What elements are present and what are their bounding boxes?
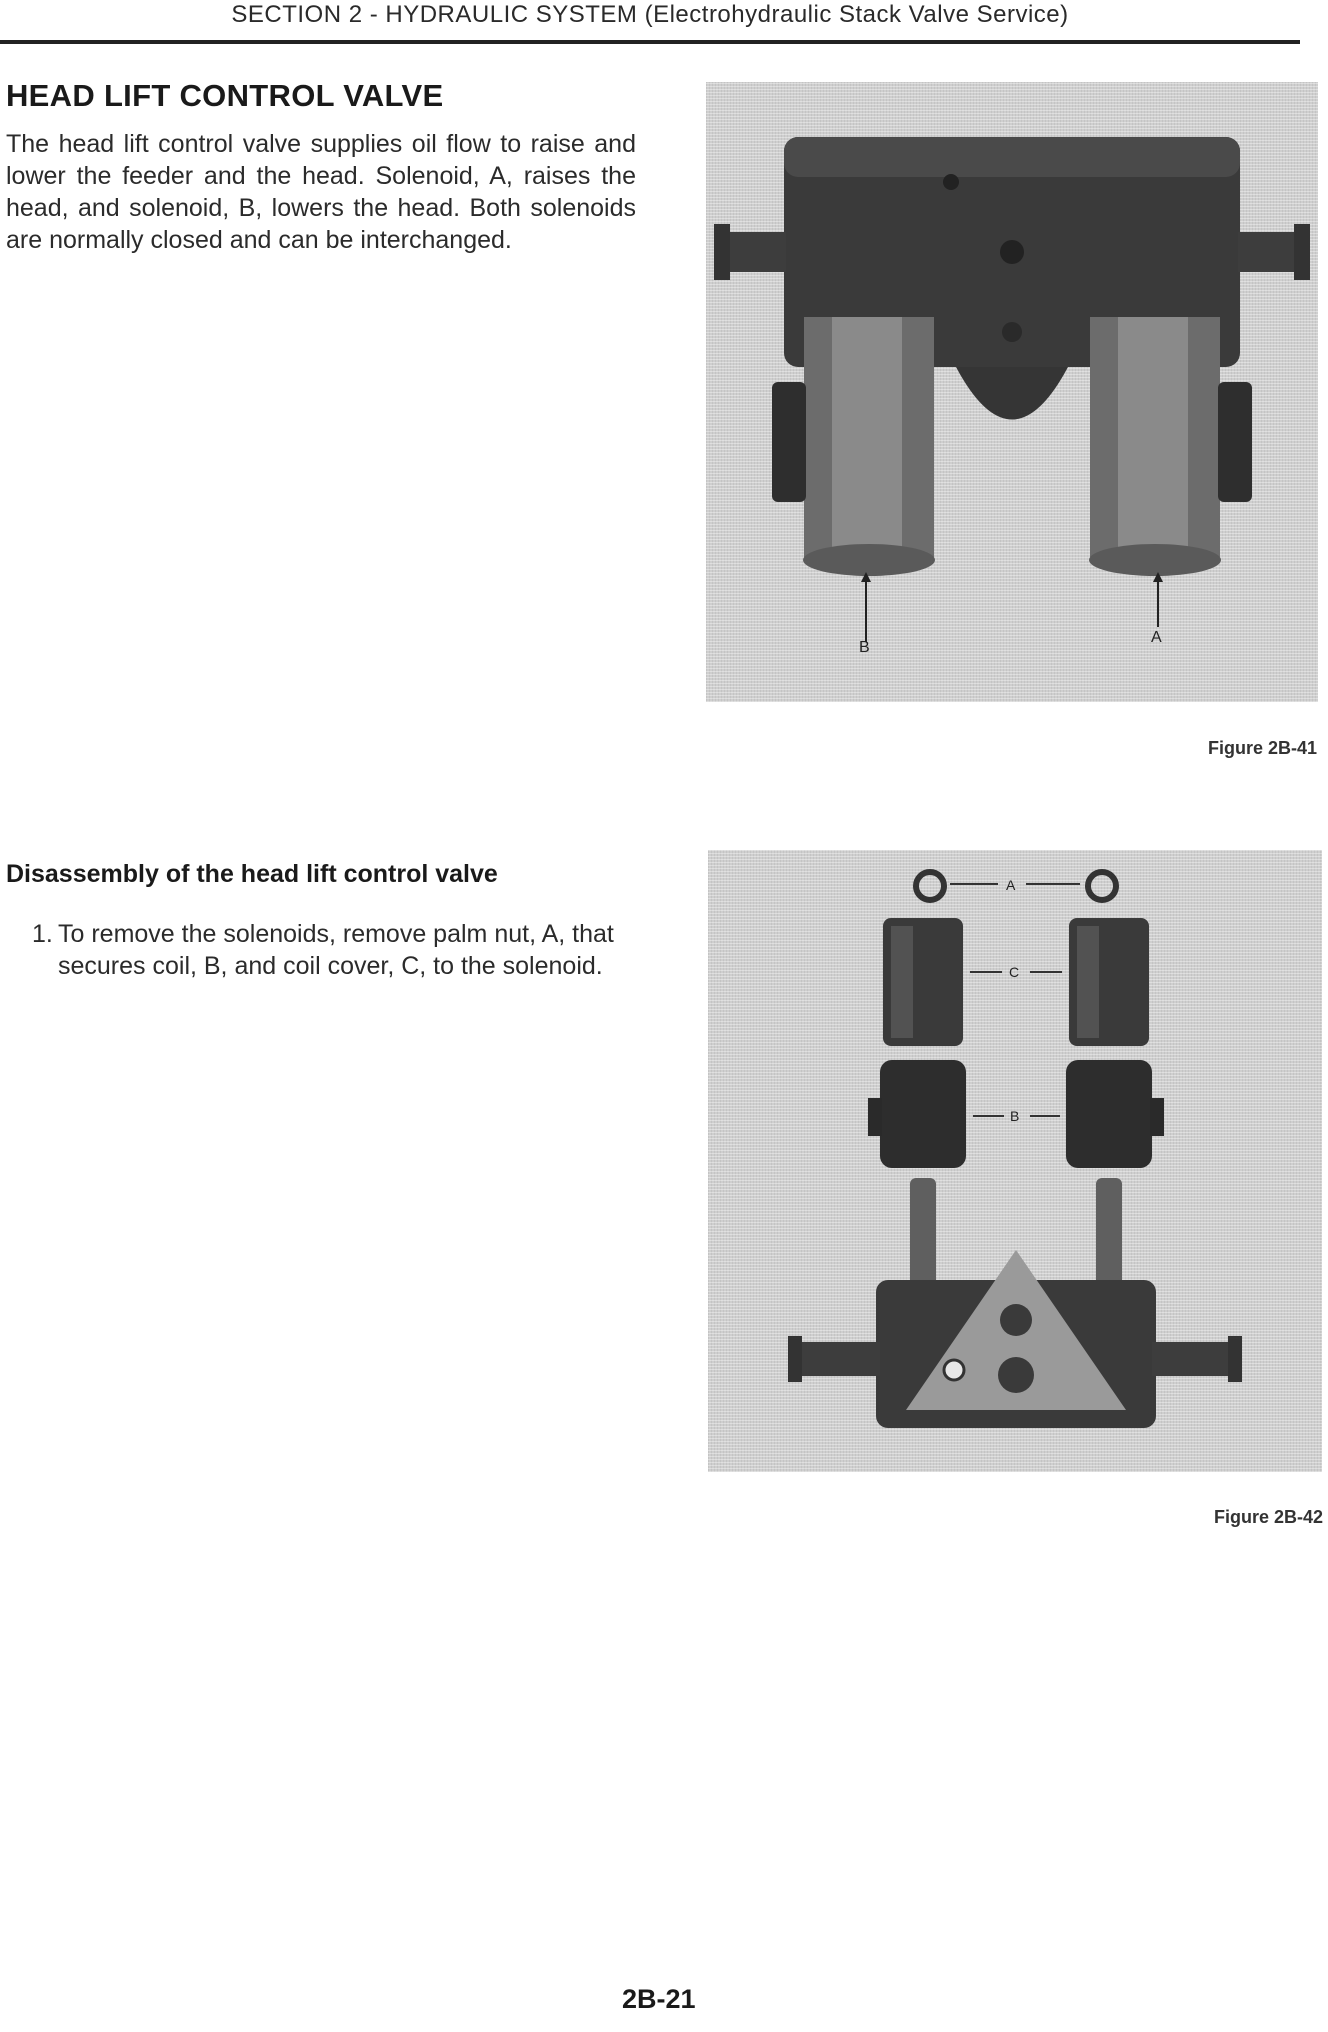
page-header — [0, 0, 1300, 44]
disassembly-step-1 — [32, 918, 644, 982]
figure-2b-42-photo — [708, 850, 1322, 1472]
figure-2b-41-photo — [706, 82, 1318, 702]
figure2-label-a: A — [1006, 877, 1016, 893]
figure2-label-b: B — [1010, 1108, 1020, 1124]
page-header-title: SECTION 2 - HYDRAULIC SYSTEM (Electrohydraulic Stack Valve Service) — [231, 1, 1069, 28]
valve-illustration — [706, 82, 1318, 702]
figure-2b-41-caption: Figure 2B-41 — [1208, 738, 1318, 758]
figure2-label-c: C — [1009, 964, 1020, 980]
step-text: To remove the solenoids, remove palm nut, A, that secures coil, B, and coil cover, C, to the solenoid. — [58, 920, 614, 980]
section-title: HEAD LIFT CONTROL VALVE — [6, 78, 444, 113]
step-number: 1. — [32, 920, 53, 948]
disassembly-title: Disassembly of the head lift control valve — [6, 860, 498, 888]
figure1-label-b: B — [859, 639, 870, 656]
figure1-label-a: A — [1151, 629, 1162, 646]
section-paragraph: The head lift control valve supplies oil flow to raise and lower the feeder and the head. Solenoid, A, raises the head, and solenoid, B, lowers the head. Both solenoids are normally closed and can be interchanged. — [6, 130, 636, 254]
page-number: 2B-21 — [622, 1984, 696, 2014]
exploded-solenoid-illustration — [708, 850, 1322, 1472]
figure-2b-42-caption: Figure 2B-42 — [1214, 1507, 1324, 1527]
